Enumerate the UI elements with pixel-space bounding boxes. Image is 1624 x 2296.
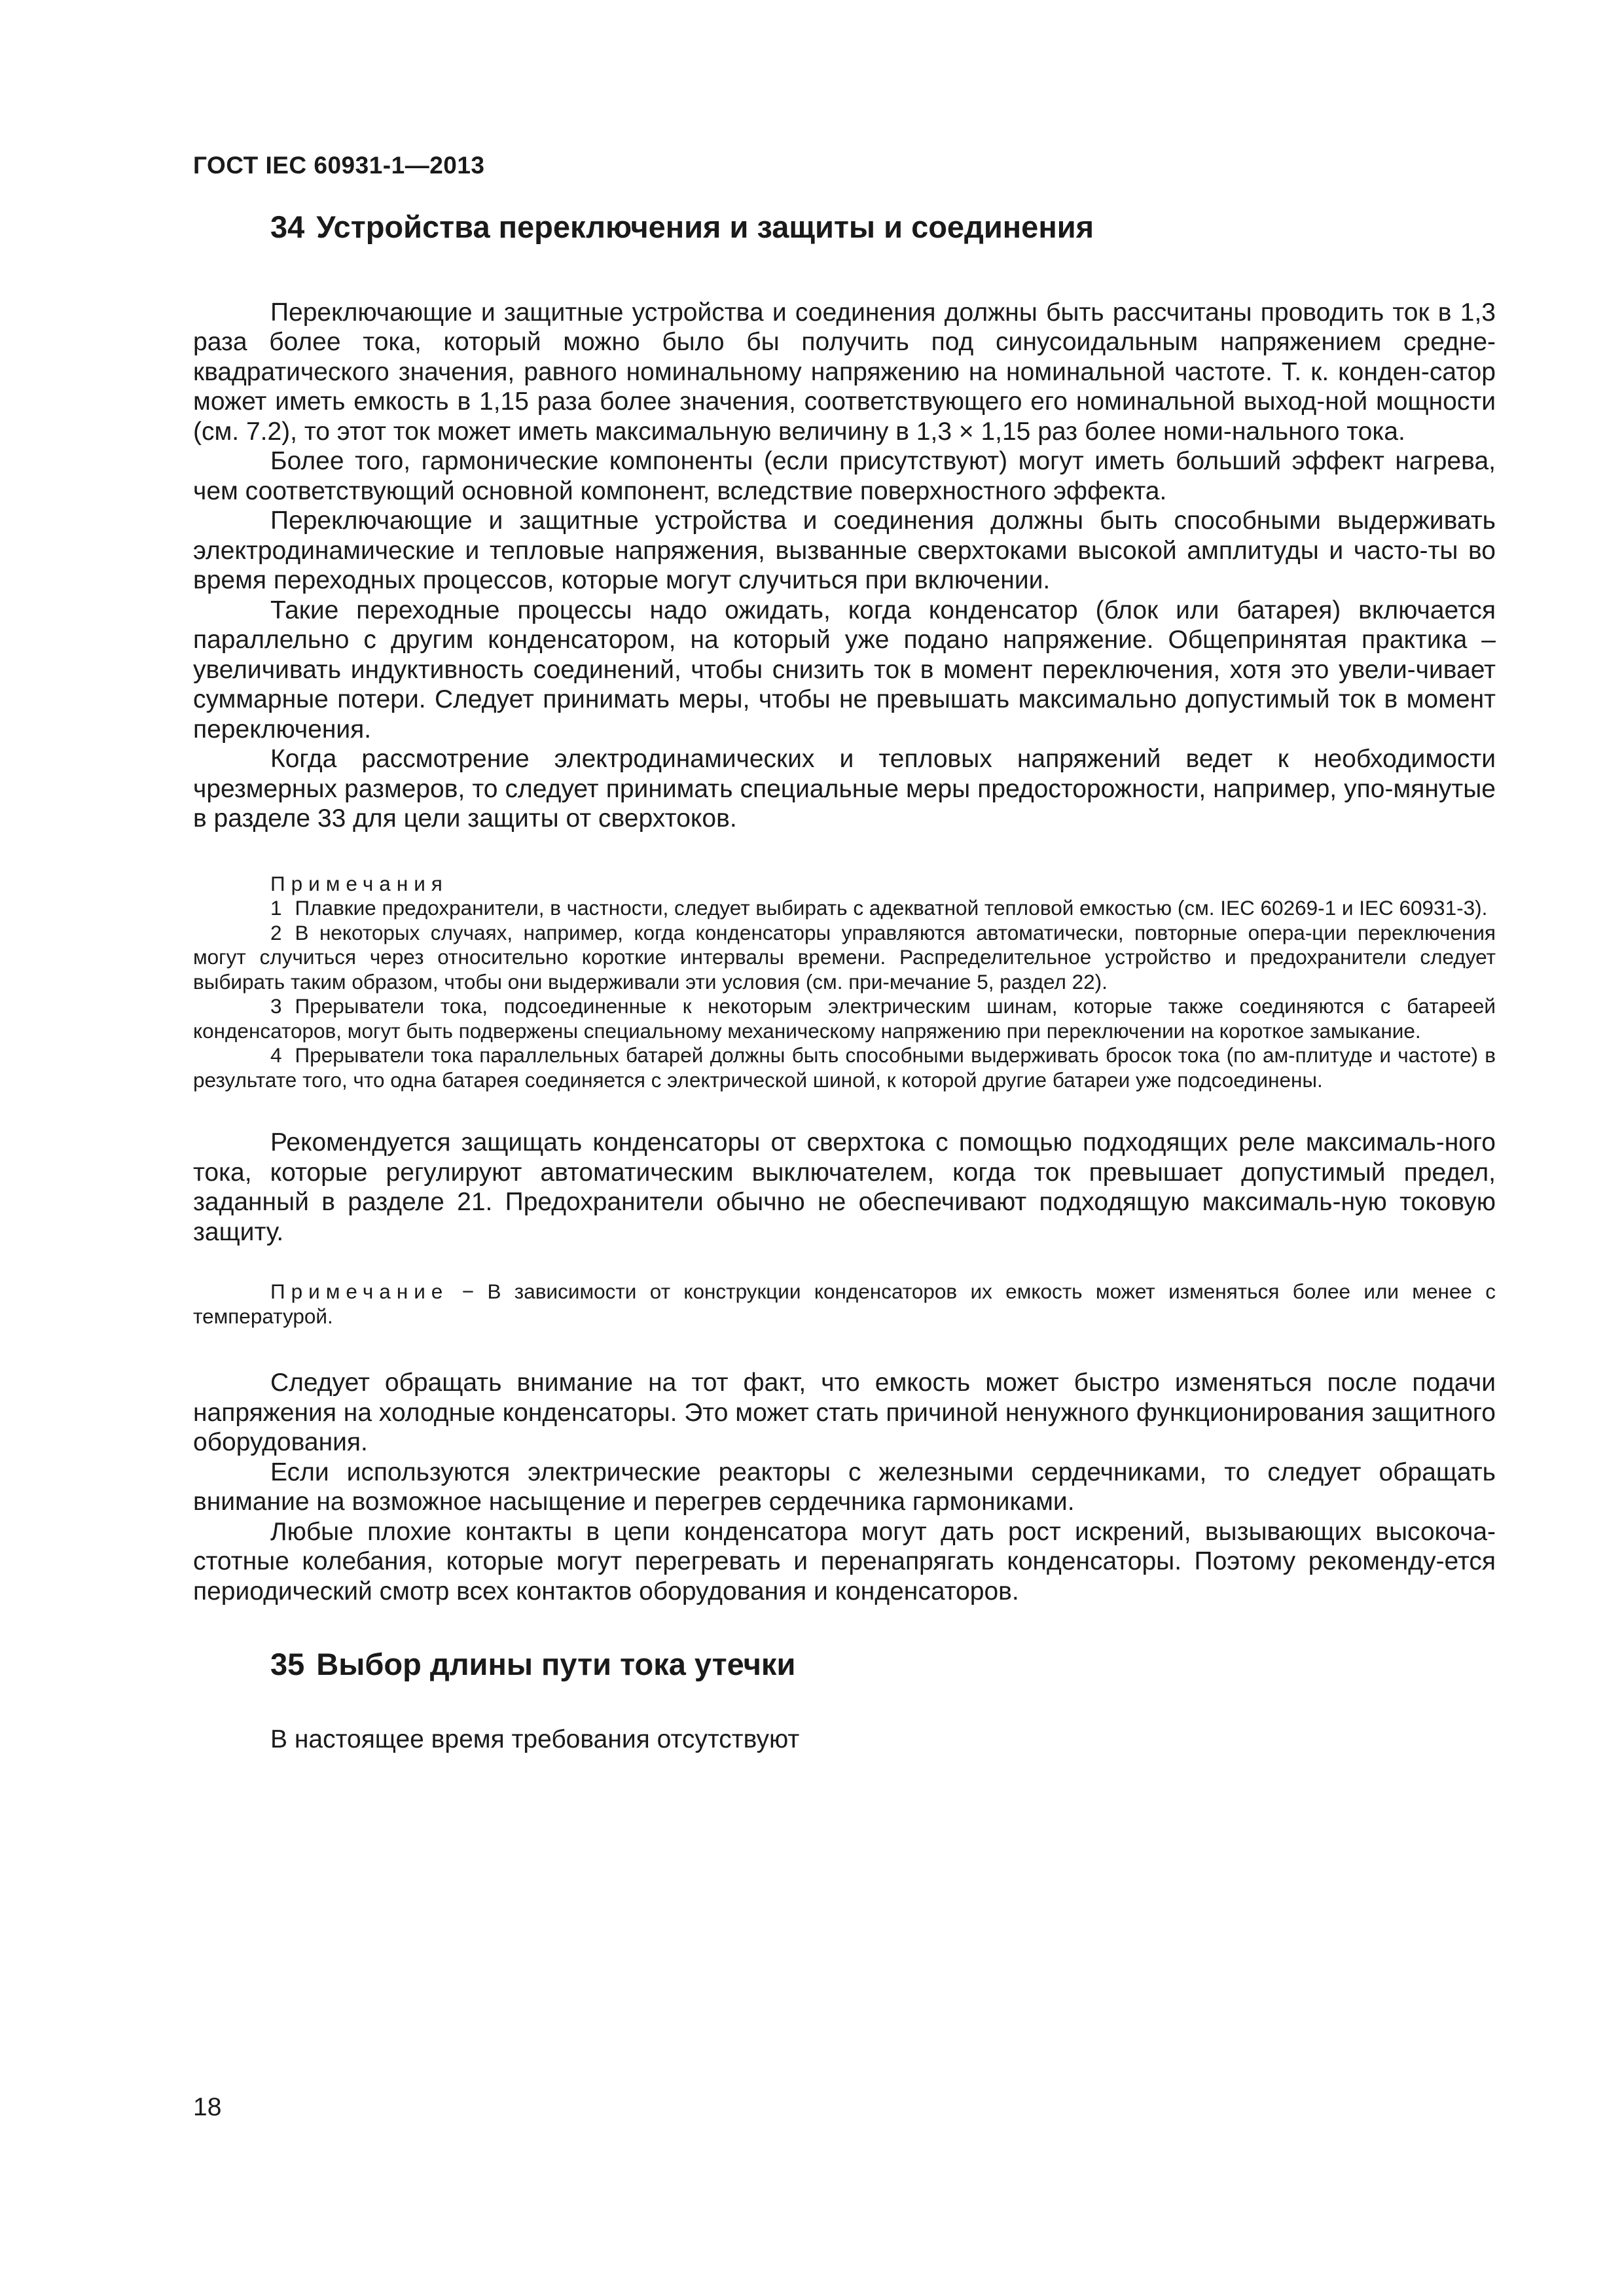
section-34-paragraph-1: Переключающие и защитные устройства и соединения должны быть рассчитаны проводить ток в 1,3 раза более тока, который можно было бы получить под синусоидальным напряжением средне-квадратического значения, равного номинальному напряжению на номинальной частоте. Т. к. конден-сатор может иметь емкость в 1,15 раза более значения, соответствующего его номинальной выход-ной мощности (см. 7.2), то этот ток может иметь максимальную величину в 1,3 × 1,15 раз более номи-нального тока. xyxy=(193,298,1496,446)
section-34-heading xyxy=(193,208,1496,247)
section-34-title: Устройства переключения и защиты и соединения xyxy=(316,209,1094,244)
note-text: Плавкие предохранители, в частности, следует выбирать с адекватной тепловой емкостью (см. IEC 60269-1 и IEC 60931-3). xyxy=(295,896,1488,920)
recommendation-paragraph: Рекомендуется защищать конденсаторы от сверхтока с помощью подходящих реле максималь-ного тока, которые регулируют автоматическим выключателем, когда ток превышает допустимый предел, заданный в разделе 21. Предохранители обычно не обеспечивают подходящую максималь-ную токовую защиту. xyxy=(193,1128,1496,1246)
page-number: 18 xyxy=(193,2093,222,2121)
note-number: 4 xyxy=(270,1043,282,1067)
note-number: 3 xyxy=(270,994,282,1018)
notes-title: Примечания xyxy=(270,871,448,895)
note-item-2 xyxy=(193,921,1496,995)
note-text: Прерыватели тока, подсоединенные к некоторым электрическим шинам, которые также соединяются с батареей конденсаторов, могут быть подвержены специальному механическому напряжению при переключении на короткое замыкание. xyxy=(193,994,1496,1043)
note-dash: − xyxy=(461,1280,475,1304)
section-35-number: 35 xyxy=(270,1647,305,1682)
closing-paragraph-3: Любые плохие контакты в цепи конденсатора могут дать рост искрений, вызывающих высокоча-стотные колебания, которые могут перегревать и перенапрягать конденсаторы. Поэтому рекоменду-ется периодический смотр всех контактов оборудования и конденсаторов. xyxy=(193,1517,1496,1605)
note-label: Примечание xyxy=(270,1280,449,1304)
note-text: В зависимости от конструкции конденсаторов их емкость может изменяться более или менее с температурой. xyxy=(193,1280,1496,1328)
section-34-paragraph-5: Когда рассмотрение электродинамических и тепловых напряжений ведет к необходимости чрезмерных размеров, то следует принимать специальные меры предосторожности, например, упо-мянутые в разделе 33 для цели защиты от сверхтоков. xyxy=(193,745,1496,833)
closing-paragraph-1: Следует обращать внимание на тот факт, что емкость может быстро изменяться после подачи напряжения на холодные конденсаторы. Это может стать причиной ненужного функционирования защитного оборудования. xyxy=(193,1369,1496,1457)
section-34-number: 34 xyxy=(270,209,305,244)
note-item-1 xyxy=(193,896,1496,921)
note-text: Прерыватели тока параллельных батарей должны быть способными выдерживать бросок тока (по ам-плитуде и частоте) в результате того, что одна батарея соединяется с электрической шиной, к которой другие батареи уже подсоединены. xyxy=(193,1043,1496,1092)
note-text: В некоторых случаях, например, когда конденсаторы управляются автоматически, повторные опера-ции переключения могут случиться через относительно короткие интервалы времени. Распределительное устройство и предохранители следует выбирать таким образом, чтобы они выдерживали эти условия (см. при-мечание 5, раздел 22). xyxy=(193,920,1496,994)
section-34-paragraph-2: Более того, гармонические компоненты (если присутствуют) могут иметь больший эффект нагрева, чем соответствующий основной компонент, вследствие поверхностного эффекта. xyxy=(193,447,1496,505)
section-35-paragraph: В настоящее время требования отсутствуют xyxy=(270,1725,800,1753)
section-34-paragraph-4: Такие переходные процессы надо ожидать, когда конденсатор (блок или батарея) включается параллельно с другим конденсатором, на который уже подано напряжение. Общепринятая практика – увеличивать индуктивность соединений, чтобы снизить ток в момент переключения, хотя это увели-чивает суммарные потери. Следует принимать меры, чтобы не превышать максимально допустимый ток в момент переключения. xyxy=(193,596,1496,744)
notes-block xyxy=(193,872,1496,1093)
note-item-3 xyxy=(193,994,1496,1043)
section-34-paragraph-3: Переключающие и защитные устройства и соединения должны быть способными выдерживать электродинамические и тепловые напряжения, вызванные сверхтоками высокой амплитуды и часто-ты во время переходных процессов, которые могут случиться при включении. xyxy=(193,507,1496,595)
single-note xyxy=(193,1280,1496,1329)
page-content xyxy=(193,208,1496,1755)
single-note-block xyxy=(193,1280,1496,1329)
section-35-heading xyxy=(193,1645,1496,1684)
document-code-header: ГОСТ IEC 60931-1—2013 xyxy=(193,152,485,179)
section-35-title: Выбор длины пути тока утечки xyxy=(316,1647,796,1682)
note-item-4 xyxy=(193,1043,1496,1092)
closing-paragraph-2: Если используются электрические реакторы с железными сердечниками, то следует обращать внимание на возможное насыщение и перегрев сердечника гармониками. xyxy=(193,1458,1496,1516)
note-number: 2 xyxy=(270,920,282,944)
note-number: 1 xyxy=(270,896,282,920)
